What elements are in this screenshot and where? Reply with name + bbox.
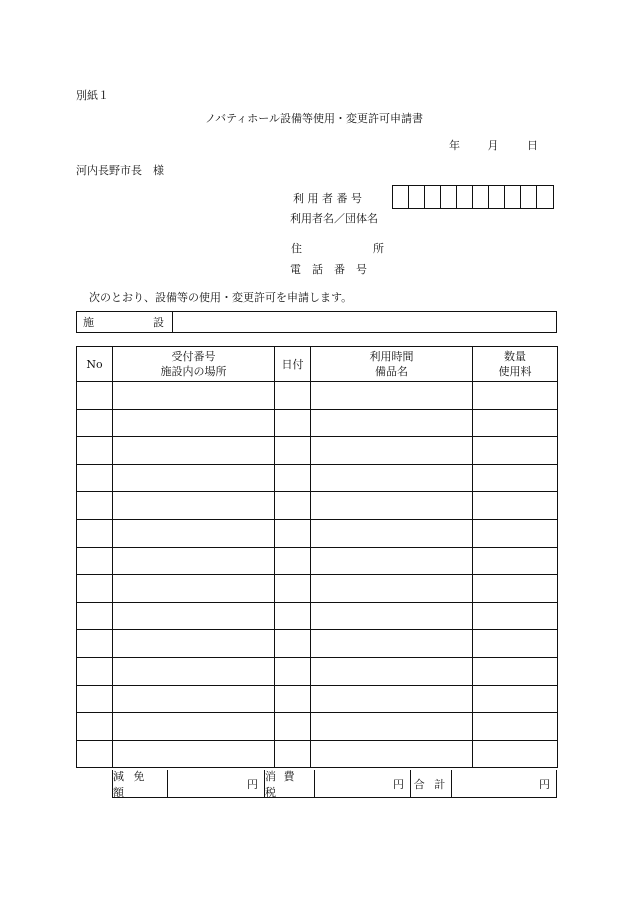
table-row [77, 409, 558, 437]
facility-label-1: 施 [83, 316, 94, 329]
table-cell[interactable] [77, 657, 113, 685]
table-cell[interactable] [113, 602, 275, 630]
user-number-input[interactable] [392, 185, 554, 209]
table-cell[interactable] [275, 713, 311, 741]
total-field[interactable]: 円 [539, 777, 550, 791]
header-line-1: No [86, 357, 103, 371]
totals-row [112, 770, 557, 798]
tax-label: 消 費 税 [265, 770, 315, 797]
table-cell[interactable] [275, 602, 311, 630]
table-cell[interactable] [77, 575, 113, 603]
intro-text: 次のとおり、設備等の使用・変更許可を申請します。 [89, 291, 353, 304]
table-cell[interactable] [311, 382, 473, 410]
table-cell[interactable] [473, 382, 558, 410]
table-row [77, 630, 558, 658]
table-cell[interactable] [311, 437, 473, 465]
user-number-digit-box[interactable] [425, 186, 441, 208]
table-cell[interactable] [275, 437, 311, 465]
header-line-2: 使用料 [498, 365, 532, 378]
user-number-digit-box[interactable] [521, 186, 537, 208]
user-number-digit-box[interactable] [393, 186, 409, 208]
table-cell[interactable] [77, 630, 113, 658]
table-body [77, 382, 558, 768]
table-cell[interactable] [473, 575, 558, 603]
table-cell[interactable] [77, 519, 113, 547]
table-cell[interactable] [275, 657, 311, 685]
table-cell[interactable] [113, 409, 275, 437]
table-cell[interactable] [77, 464, 113, 492]
user-number-digit-box[interactable] [457, 186, 473, 208]
addressee: 河内長野市長 様 [76, 164, 164, 177]
discount-label: 減 免 額 [113, 770, 168, 797]
table-row [77, 492, 558, 520]
total-label: 合 計 [411, 770, 452, 797]
table-cell[interactable] [113, 630, 275, 658]
table-cell[interactable] [77, 602, 113, 630]
table-cell[interactable] [311, 685, 473, 713]
table-cell[interactable] [275, 409, 311, 437]
day-label: 日 [527, 139, 538, 152]
form-title: ノバティホール設備等使用・変更許可申請書 [205, 112, 424, 125]
table-cell[interactable] [311, 657, 473, 685]
header-quantity-fee [473, 347, 558, 382]
user-number-digit-box[interactable] [441, 186, 457, 208]
date-line [449, 137, 538, 153]
user-number-digit-box[interactable] [409, 186, 425, 208]
user-number-digit-box[interactable] [473, 186, 489, 208]
facility-label-2: 設 [153, 316, 164, 329]
month-label: 月 [487, 139, 499, 152]
table-cell[interactable] [113, 713, 275, 741]
facility-value-field[interactable] [173, 312, 556, 332]
table-cell[interactable] [113, 547, 275, 575]
table-row [77, 547, 558, 575]
user-number-digit-box[interactable] [489, 186, 505, 208]
table-cell[interactable] [311, 713, 473, 741]
table-cell[interactable] [275, 740, 311, 768]
table-cell[interactable] [473, 685, 558, 713]
table-cell[interactable] [113, 519, 275, 547]
facility-label [77, 312, 173, 332]
table-cell[interactable] [77, 492, 113, 520]
table-row [77, 657, 558, 685]
table-cell[interactable] [275, 547, 311, 575]
year-label: 年 [449, 139, 460, 152]
table-row [77, 464, 558, 492]
table-cell[interactable] [77, 547, 113, 575]
table-row [77, 713, 558, 741]
address-label-left: 住 [291, 242, 302, 255]
header-line-2: 備品名 [375, 365, 408, 378]
table-cell[interactable] [113, 740, 275, 768]
user-number-digit-box[interactable] [537, 186, 553, 208]
table-cell[interactable] [113, 685, 275, 713]
header-no [77, 347, 113, 382]
table-cell[interactable] [311, 409, 473, 437]
table-cell[interactable] [113, 492, 275, 520]
phone-label: 電 話 番 号 [290, 263, 367, 276]
table-cell[interactable] [473, 630, 558, 658]
header-line-1: 受付番号 [171, 350, 216, 363]
table-row [77, 575, 558, 603]
table-cell[interactable] [311, 740, 473, 768]
table-cell[interactable] [473, 713, 558, 741]
header-line-1: 日付 [281, 357, 304, 371]
table-cell[interactable] [275, 492, 311, 520]
table-cell[interactable] [77, 437, 113, 465]
table-header-row [77, 347, 558, 382]
table-cell[interactable] [113, 657, 275, 685]
table-cell[interactable] [311, 464, 473, 492]
table-cell[interactable] [275, 519, 311, 547]
table-cell[interactable] [77, 409, 113, 437]
table-cell[interactable] [473, 657, 558, 685]
address-label-right: 所 [373, 242, 384, 255]
table-cell[interactable] [77, 713, 113, 741]
header-date [275, 347, 311, 382]
table-cell[interactable] [473, 602, 558, 630]
header-time-equipment [311, 347, 473, 382]
table-cell[interactable] [311, 602, 473, 630]
header-line-2: 施設内の場所 [160, 365, 227, 378]
table-cell[interactable] [275, 685, 311, 713]
tax-field[interactable]: 円 [315, 770, 411, 797]
user-number-label: 利 用 者 番 号 [293, 192, 362, 205]
table-cell[interactable] [473, 437, 558, 465]
table-cell[interactable] [311, 519, 473, 547]
header-receipt-location [113, 347, 275, 382]
table-cell[interactable] [113, 464, 275, 492]
table-cell[interactable] [275, 630, 311, 658]
table-cell[interactable] [113, 575, 275, 603]
table-cell[interactable] [473, 492, 558, 520]
table-cell[interactable] [473, 740, 558, 768]
table-row [77, 740, 558, 768]
header-line-1: 数量 [504, 350, 526, 363]
discount-field[interactable]: 円 [168, 770, 265, 797]
table-row [77, 382, 558, 410]
table-cell[interactable] [77, 685, 113, 713]
facility-row [76, 311, 557, 333]
table-cell[interactable] [473, 409, 558, 437]
usage-table [76, 346, 558, 768]
user-number-digit-box[interactable] [505, 186, 521, 208]
table-cell[interactable] [311, 575, 473, 603]
table-cell[interactable] [311, 630, 473, 658]
header-line-1: 利用時間 [369, 350, 414, 363]
table-cell[interactable] [311, 547, 473, 575]
table-row [77, 685, 558, 713]
user-name-label: 利用者名／団体名 [290, 212, 378, 225]
table-cell[interactable] [113, 437, 275, 465]
table-cell[interactable] [113, 382, 275, 410]
table-cell[interactable] [473, 519, 558, 547]
table-cell[interactable] [473, 464, 558, 492]
table-cell[interactable] [77, 382, 113, 410]
table-row [77, 602, 558, 630]
table-cell[interactable] [275, 575, 311, 603]
table-cell[interactable] [77, 740, 113, 768]
table-row [77, 437, 558, 465]
table-cell[interactable] [473, 547, 558, 575]
table-cell[interactable] [311, 492, 473, 520]
table-row [77, 519, 558, 547]
table-cell[interactable] [275, 382, 311, 410]
attachment-label: 別紙１ [76, 89, 109, 102]
table-cell[interactable] [275, 464, 311, 492]
